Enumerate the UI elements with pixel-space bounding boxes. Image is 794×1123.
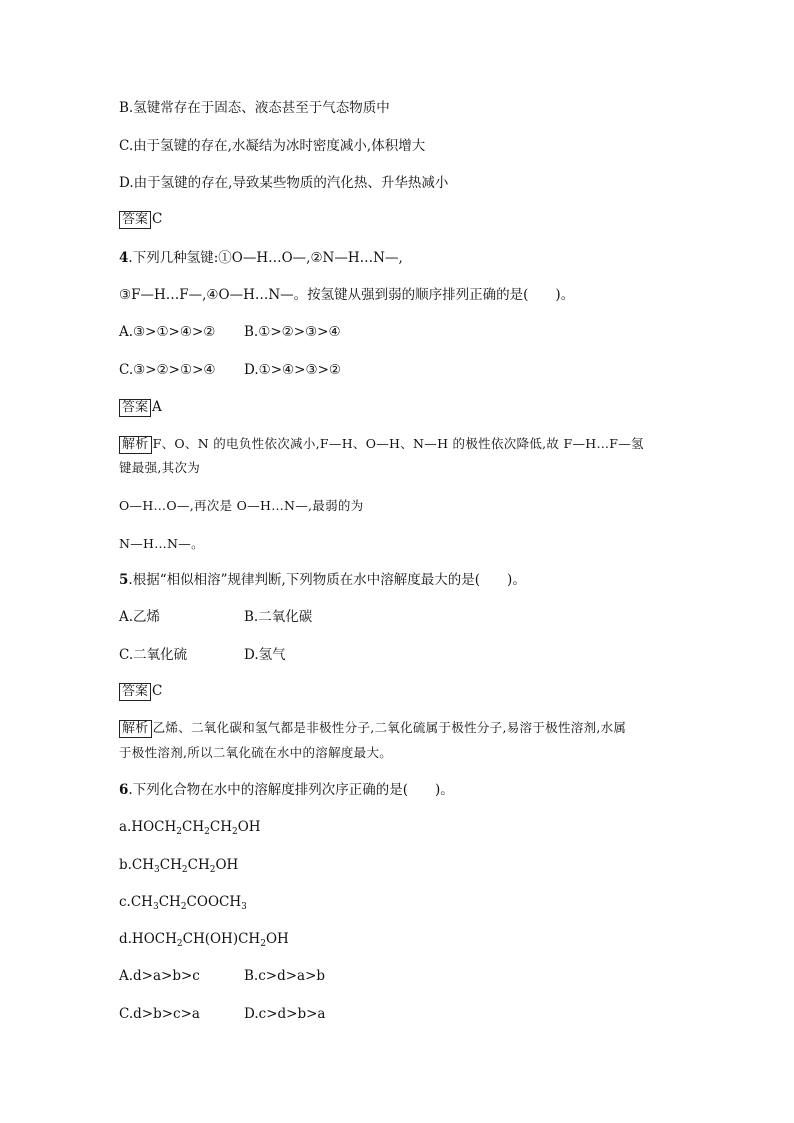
formula-part: d.HOCH — [119, 931, 177, 947]
formula-subscript: 2 — [176, 827, 183, 837]
q5-stem — [119, 571, 734, 589]
q4-options-cd — [119, 361, 734, 379]
q5-number: 5 — [119, 572, 129, 588]
q3-option-b: B.氢键常存在于固态、液态甚至于气态物质中 — [119, 100, 390, 116]
q4-explanation-line2: 键最强,其次为 — [119, 460, 201, 475]
formula-subscript: 2 — [209, 865, 216, 875]
formula-subscript: 2 — [231, 827, 238, 837]
q6-compound-a — [119, 818, 734, 836]
q4-explanation-line3: O—H…O—,再次是 O—H…N—,最弱的为 — [119, 498, 364, 513]
formula-part: OH — [265, 931, 289, 947]
q5-options-cd — [119, 646, 734, 664]
q6-stem — [119, 781, 734, 799]
q4-stem-text1: .下列几种氢键:①O—H…O—,②N—H…N—, — [128, 250, 403, 266]
formula-part: CH — [158, 894, 181, 910]
q6-compound-c — [119, 893, 734, 911]
q3-answer — [119, 210, 734, 229]
q4-answer-value: A — [152, 399, 162, 415]
formula-part: CH(OH)CH — [182, 931, 261, 947]
q6-stem-text: .下列化合物在水中的溶解度排列次序正确的是( )。 — [128, 782, 454, 798]
q4-answer — [119, 398, 734, 417]
q6-number: 6 — [119, 782, 129, 798]
q4-stem-line2: ③F—H…F—,④O—H…N—。按氢键从强到弱的顺序排列正确的是( )。 — [119, 287, 575, 303]
q5-explanation-line2: 于极性溶剂,所以二氧化硫在水中的溶解度最大。 — [119, 745, 393, 760]
q4-options-ab — [119, 323, 734, 341]
q6-option-c: C.d>b>c>a — [119, 1006, 200, 1022]
q6-options-cd — [119, 1005, 734, 1023]
q4-stem-line1 — [119, 249, 734, 267]
q6-compound-d — [119, 930, 734, 948]
explanation-tag: 解析 — [119, 720, 152, 738]
formula-subscript: 2 — [181, 865, 188, 875]
formula-part: a.HOCH — [119, 819, 177, 835]
formula-part: CH — [159, 857, 182, 873]
q3-answer-value: C — [152, 211, 163, 227]
q4-option-c: C.③>②>①>④ — [119, 362, 216, 378]
q6-compound-b — [119, 856, 734, 874]
q5-answer-value: C — [152, 683, 163, 699]
q3-option-d: D.由于氢键的存在,导致某些物质的汽化热、升华热减小 — [119, 175, 449, 191]
q6-option-b: B.c>d>a>b — [244, 968, 326, 984]
formula-part: c.CH — [119, 894, 153, 910]
formula-subscript: 2 — [204, 827, 210, 837]
q5-answer — [119, 682, 734, 701]
q5-stem-text: .根据“相似相溶”规律判断,下列物质在水中溶解度最大的是( )。 — [128, 572, 526, 588]
formula-part: CH — [182, 819, 205, 835]
q4-explanation-line4: N—H…N—。 — [119, 536, 204, 551]
q6-options-ab — [119, 967, 734, 985]
formula-subscript: 3 — [152, 902, 159, 912]
explanation-tag: 解析 — [119, 436, 152, 454]
q5-options-ab — [119, 608, 734, 626]
q3-option-c: C.由于氢键的存在,水凝结为冰时密度减小,体积增大 — [119, 138, 426, 154]
q4-option-d: D.①>④>③>② — [244, 362, 341, 378]
q4-explanation-text1: F、O、N 的电负性依次减小,F—H、O—H、N—H 的极性依次降低,故 F—H…F—氢 — [152, 436, 644, 451]
formula-part: OH — [215, 857, 239, 873]
formula-part: CH — [209, 819, 232, 835]
q4-number: 4 — [119, 250, 129, 266]
formula-part: COOCH — [186, 894, 242, 910]
formula-subscript: 2 — [180, 902, 187, 912]
q4-option-b: B.①>②>③>④ — [244, 324, 341, 340]
answer-tag: 答案 — [119, 683, 151, 701]
q5-option-c: C.二氧化硫 — [119, 647, 188, 663]
formula-subscript: 3 — [154, 865, 160, 875]
answer-tag: 答案 — [119, 211, 151, 229]
q5-explanation-line1 — [119, 719, 734, 738]
q5-option-b: B.二氧化碳 — [244, 609, 313, 625]
formula-part: b.CH — [119, 857, 155, 873]
q5-option-d: D.氢气 — [244, 647, 286, 663]
q4-option-a: A.③>①>④>② — [119, 324, 216, 340]
formula-subscript: 3 — [241, 902, 247, 912]
q5-option-a: A.乙烯 — [119, 609, 161, 625]
q6-option-d: D.c>d>b>a — [244, 1006, 326, 1022]
formula-part: CH — [187, 857, 210, 873]
formula-subscript: 2 — [176, 939, 183, 949]
answer-tag: 答案 — [119, 399, 151, 417]
q5-explanation-text1: 乙烯、二氧化碳和氢气都是非极性分子,二氧化硫属于极性分子,易溶于极性溶剂,水属 — [152, 720, 627, 735]
formula-part: OH — [237, 819, 261, 835]
formula-subscript: 2 — [260, 939, 266, 949]
q4-explanation-line1 — [119, 435, 734, 454]
q6-option-a: A.d>a>b>c — [119, 968, 200, 984]
